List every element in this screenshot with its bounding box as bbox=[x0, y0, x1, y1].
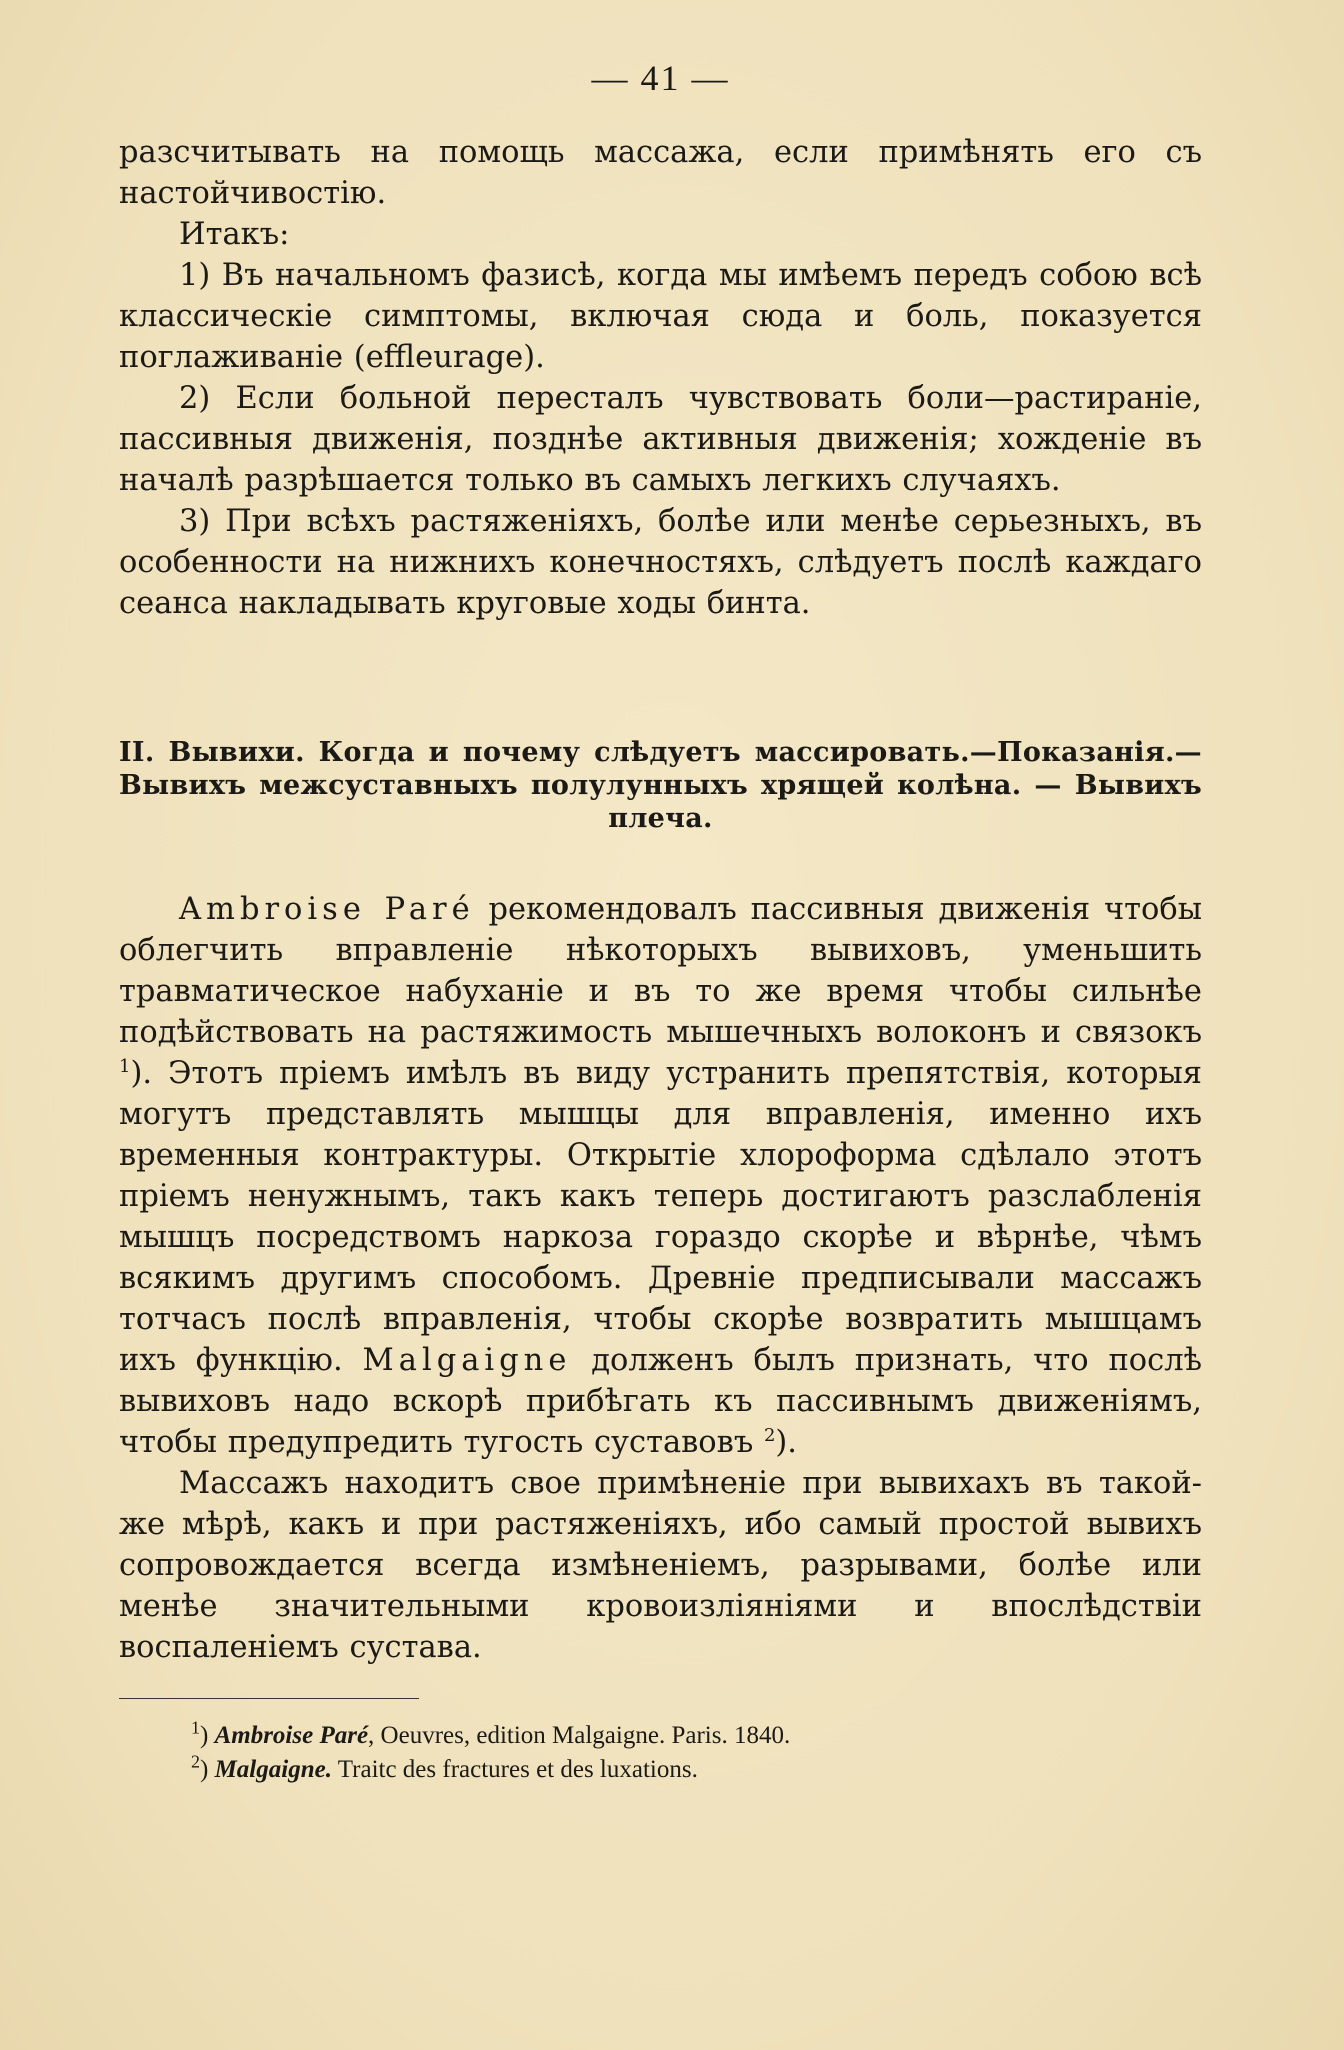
paragraph-text: долженъ былъ признать, что послѣ вывиховъ надо вскорѣ прибѣгать къ пассивнымъ движеніямъ, чтобы предупредить тугость суставовъ bbox=[119, 1343, 1202, 1460]
footnote-author: Malgaigne. bbox=[214, 1756, 332, 1783]
paragraph-text: рекомендовалъ пассивныя движенія чтобы облегчить вправленіе нѣкоторыхъ вывиховъ, уменьшить травматическое набуханіе и въ то же время чтобы сильнѣе подѣйствовать на растяжимость мышечныхъ волоконъ и связокъ bbox=[119, 892, 1202, 1050]
section-heading: II. Вывихи. Когда и почему слѣдуетъ массировать.—Показанія.—Вывихъ межсуставныхъ полулунныхъ хрящей колѣна. — Вывихъ плеча. bbox=[119, 737, 1202, 834]
footnote-text: , Oeuvres, edition Malgaigne. Paris. 1840. bbox=[368, 1722, 791, 1749]
author-name: Ambroise Paré bbox=[179, 892, 475, 927]
footnote: $^1$) Ambroise Paré, Oeuvres, edition Malgaigne. Paris. 1840. bbox=[191, 1717, 791, 1749]
body-paragraph bbox=[119, 889, 1202, 1463]
body-paragraph: Массажъ находитъ свое примѣненіе при вывихахъ въ такой-же мѣрѣ, какъ и при растяженіяхъ, ибо самый простой вывихъ сопровождается всегда измѣненіемъ, разрывами, болѣе или менѣе значительными кровоизліяніями и впослѣдствіи воспаленіемъ сустава. bbox=[119, 1466, 1202, 1665]
footnote: $^2$) Malgaigne. Traitc des fractures et des luxations. bbox=[191, 1751, 698, 1783]
footnote-ref: 2 bbox=[763, 1424, 776, 1446]
intro-paragraph: разсчитывать на помощь массажа, если примѣнять его съ настойчивостію. bbox=[119, 135, 1202, 211]
paragraph-text: ). Этотъ пріемъ имѣлъ въ виду устранить препятствія, которыя могутъ представлять мышцы для вправленія, именно ихъ временныя контрактуры. Открытіе хлороформа сдѣлало этотъ пріемъ ненужнымъ, такъ какъ теперь достигаютъ разслабленія мышцъ посредствомъ наркоза гораздо скорѣе и вѣрнѣе, чѣмъ всякимъ другимъ способомъ. Древніе предписывали массажъ тотчасъ послѣ вправленія, чтобы скорѣе возвратить мышцамъ ихъ функцію. bbox=[119, 1056, 1202, 1378]
footnote-marker: 2 bbox=[191, 1751, 200, 1772]
footnote-divider bbox=[119, 1698, 419, 1699]
page-number: — 41 — bbox=[591, 58, 730, 98]
footnote-text: Traitc des fractures et des luxations. bbox=[331, 1756, 698, 1783]
list-item: 2) Если больной пересталъ чувствовать боли—растираніе, пассивныя движенія, позднѣе активныя движенія; хожденіе въ началѣ разрѣшается только въ самыхъ легкихъ случаяхъ. bbox=[119, 381, 1202, 498]
footnote-ref: 1 bbox=[119, 1055, 131, 1077]
footnote-marker: 1 bbox=[191, 1717, 200, 1738]
author-name: Malgaigne bbox=[362, 1343, 572, 1378]
footnote-author: Ambroise Paré bbox=[214, 1722, 369, 1749]
list-item: 1) Въ начальномъ фазисѣ, когда мы имѣемъ передъ собою всѣ классическіе симптомы, включая сюда и боль, показуется поглаживаніе (effleurage). bbox=[119, 258, 1202, 375]
itak-line: Итакъ: bbox=[179, 217, 290, 252]
list-item: 3) При всѣхъ растяженіяхъ, болѣе или менѣе серьезныхъ, въ особенности на нижнихъ конечностяхъ, слѣдуетъ послѣ каждаго сеанса накладывать круговые ходы бинта. bbox=[119, 504, 1202, 621]
paragraph-text: ). bbox=[775, 1425, 797, 1460]
